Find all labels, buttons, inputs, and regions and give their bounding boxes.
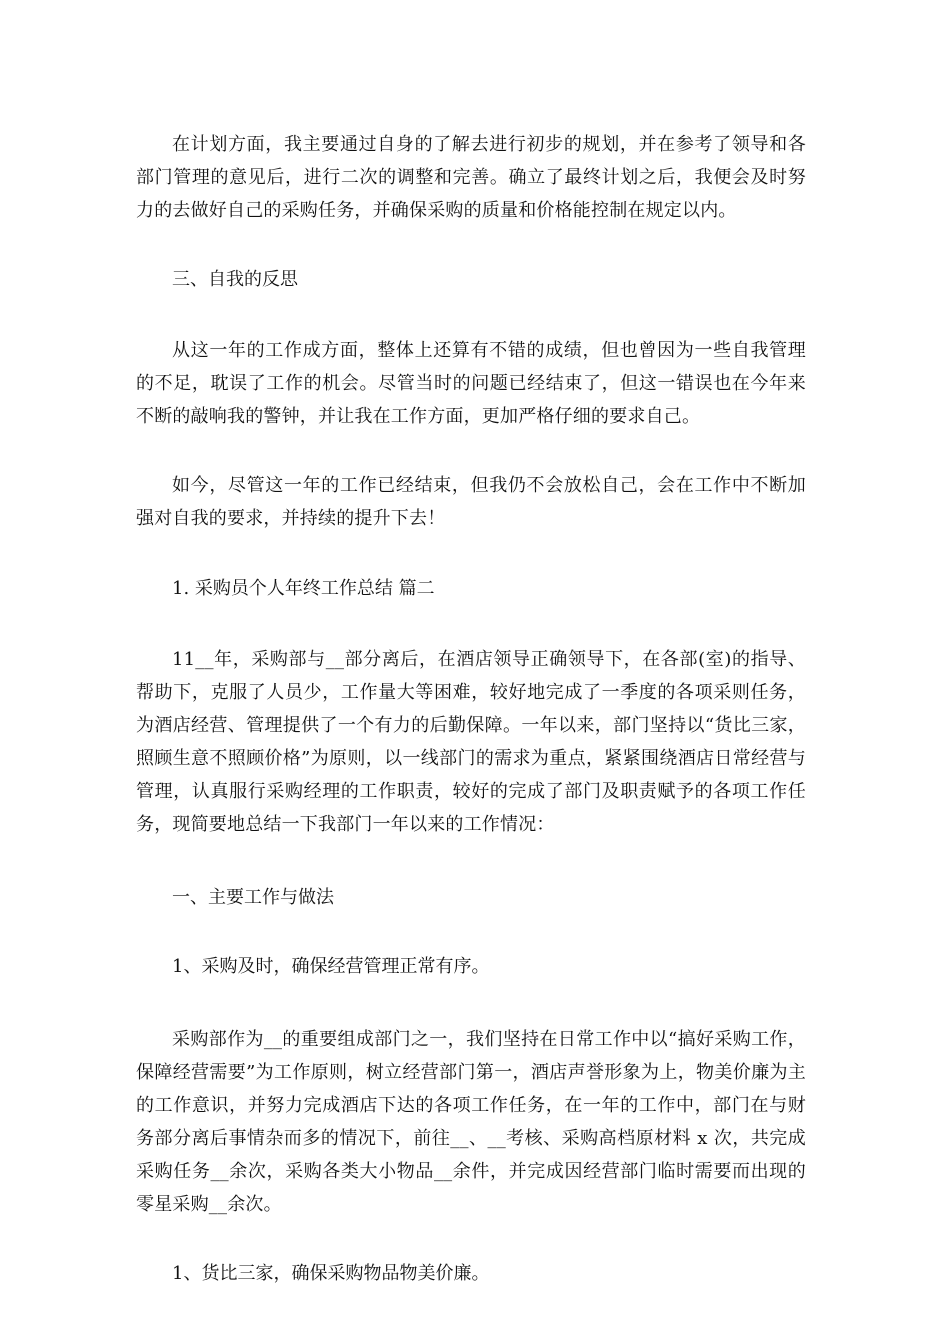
paragraph-planning: 在计划方面，我主要通过自身的了解去进行初步的规划，并在参考了领导和各部门管理的意见后，进行二次的调整和完善。确立了最终计划之后，我便会及时努力的去做好自己的采购任务，并确保采购的质量和价格能控制在规定以内。 xyxy=(136,134,806,221)
section-heading-main-work: 一、主要工作与做法 xyxy=(172,887,334,908)
section-heading-self-reflection: 三、自我的反思 xyxy=(172,269,298,290)
subheading-timely-purchasing: 1、采购及时，确保经营管理正常有序。 xyxy=(172,956,490,977)
paragraph-conclusion: 如今，尽管这一年的工作已经结束，但我仍不会放松自己，会在工作中不断加强对自我的要求，并持续的提升下去！ xyxy=(136,475,806,529)
article-heading-part-two: 1. 采购员个人年终工作总结 篇二 xyxy=(172,578,435,599)
paragraph-overview: 11__年，采购部与__部分离后，在酒店领导正确领导下，在各部(室)的指导、帮助下，克服了人员少，工作量大等困难，较好地完成了一季度的各项采则任务，为酒店经营、管理提供了一个有力的后勤保障。一年以来，部门坚持以“货比三家，照顾生意不照顾价格”为原则，以一线部门的需求为重点，紧紧围绕酒店日常经营与管理，认真服行采购经理的工作职责，较好的完成了部门及职责赋予的各项工作任务，现简要地总结一下我部门一年以来的工作情况： xyxy=(136,649,806,835)
document-body xyxy=(136,128,806,1290)
paragraph-purchasing-detail: 采购部作为__的重要组成部门之一，我们坚持在日常工作中以“搞好采购工作，保障经营需要”为工作原则，树立经营部门第一，酒店声誉形象为上，物美价廉为主的工作意识，并努力完成酒店下达的各项工作任务，在一年的工作中，部门在与财务部分离后事情杂而多的情况下，前往__、__考核、采购高档原材料 x 次，共完成采购任务__余次，采购各类大小物品__余件，并完成因经营部门临时需要而出现的零星采购__余次。 xyxy=(136,1029,806,1215)
paragraph-reflection: 从这一年的工作成方面，整体上还算有不错的成绩，但也曾因为一些自我管理的不足，耽误了工作的机会。尽管当时的问题已经结束了，但这一错误也在今年来不断的敲响我的警钟，并让我在工作方面，更加严格仔细的要求自己。 xyxy=(136,340,806,427)
subheading-compare-prices: 1、货比三家，确保采购物品物美价廉。 xyxy=(172,1263,490,1284)
